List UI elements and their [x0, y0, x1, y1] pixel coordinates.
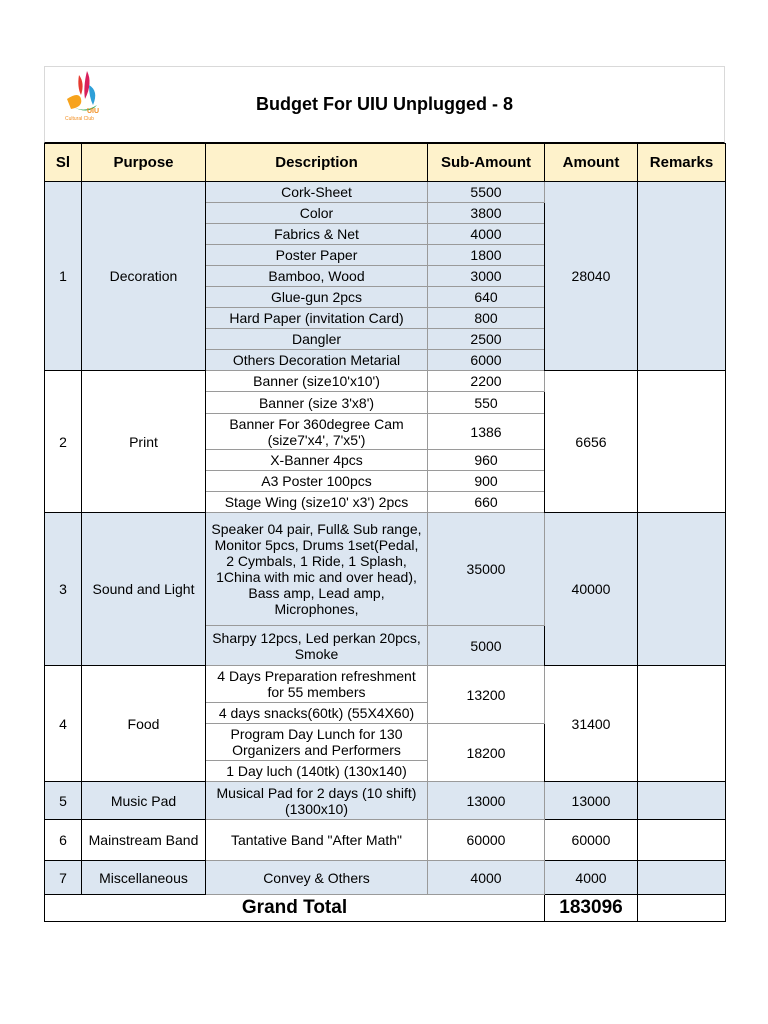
table-row [45, 861, 726, 895]
amount-cell: 60000 [545, 820, 638, 861]
table-row [45, 371, 726, 392]
header-sl: Sl [45, 144, 82, 182]
remarks-cell [638, 820, 726, 861]
amount-cell: 13000 [545, 782, 638, 820]
description-cell: A3 Poster 100pcs [206, 471, 428, 492]
header-purpose: Purpose [82, 144, 206, 182]
purpose-cell: Miscellaneous [82, 861, 206, 895]
remarks-cell [638, 371, 726, 513]
table-row [45, 666, 726, 703]
description-cell: 4 days snacks(60tk) (55X4X60) [206, 703, 428, 724]
amount-cell: 31400 [545, 666, 638, 782]
description-cell: Sharpy 12pcs, Led perkan 20pcs, Smoke [206, 626, 428, 666]
description-cell: Stage Wing (size10' x3') 2pcs [206, 492, 428, 513]
sl-cell: 7 [45, 861, 82, 895]
sl-cell: 3 [45, 513, 82, 666]
sub-amount-cell: 2500 [428, 329, 545, 350]
sub-amount-cell: 3800 [428, 203, 545, 224]
sub-amount-cell: 640 [428, 287, 545, 308]
description-cell: X-Banner 4pcs [206, 450, 428, 471]
description-cell: Program Day Lunch for 130 Organizers and Performers [206, 724, 428, 761]
remarks-cell [638, 666, 726, 782]
header-amount: Amount [545, 144, 638, 182]
amount-cell: 40000 [545, 513, 638, 666]
sub-amount-cell: 1800 [428, 245, 545, 266]
sub-amount-cell: 4000 [428, 224, 545, 245]
sub-amount-cell: 800 [428, 308, 545, 329]
grand-total-value: 183096 [545, 895, 638, 922]
description-cell: Hard Paper (invitation Card) [206, 308, 428, 329]
sub-amount-cell: 35000 [428, 513, 545, 626]
remarks-cell [638, 782, 726, 820]
logo-name: UIU [87, 108, 100, 115]
sub-amount-cell: 13000 [428, 782, 545, 820]
grand-total-remarks [638, 895, 726, 922]
purpose-cell: Print [82, 371, 206, 513]
description-cell: Poster Paper [206, 245, 428, 266]
description-cell: Others Decoration Metarial [206, 350, 428, 371]
description-cell: Color [206, 203, 428, 224]
amount-cell: 28040 [545, 182, 638, 371]
sub-amount-cell: 60000 [428, 820, 545, 861]
sub-amount-cell: 900 [428, 471, 545, 492]
table-row [45, 820, 726, 861]
header-description: Description [206, 144, 428, 182]
description-cell: Convey & Others [206, 861, 428, 895]
budget-table [44, 143, 726, 922]
purpose-cell: Sound and Light [82, 513, 206, 666]
amount-cell: 4000 [545, 861, 638, 895]
description-cell: Banner For 360degree Cam (size7'x4', 7'x5') [206, 414, 428, 450]
purpose-cell: Music Pad [82, 782, 206, 820]
sl-cell: 1 [45, 182, 82, 371]
description-cell: Banner (size 3'x8') [206, 392, 428, 414]
sub-amount-cell: 3000 [428, 266, 545, 287]
table-row [45, 513, 726, 626]
grand-total-label: Grand Total [45, 895, 545, 922]
sub-amount-cell: 4000 [428, 861, 545, 895]
sub-amount-cell: 13200 [428, 666, 545, 724]
logo-subtitle: Cultural Club [65, 116, 94, 121]
page-title: Budget For UIU Unplugged - 8 [256, 94, 513, 114]
sub-amount-cell: 550 [428, 392, 545, 414]
description-cell: Cork-Sheet [206, 182, 428, 203]
sub-amount-cell: 6000 [428, 350, 545, 371]
sl-cell: 4 [45, 666, 82, 782]
remarks-cell [638, 513, 726, 666]
sub-amount-cell: 2200 [428, 371, 545, 392]
sub-amount-cell: 5000 [428, 626, 545, 666]
sl-cell: 6 [45, 820, 82, 861]
sub-amount-cell: 1386 [428, 414, 545, 450]
amount-cell: 6656 [545, 371, 638, 513]
purpose-cell: Mainstream Band [82, 820, 206, 861]
budget-sheet [44, 66, 725, 922]
purpose-cell: Food [82, 666, 206, 782]
sl-cell: 5 [45, 782, 82, 820]
description-cell: Banner (size10'x10') [206, 371, 428, 392]
sub-amount-cell: 960 [428, 450, 545, 471]
description-cell: Dangler [206, 329, 428, 350]
table-row [45, 182, 726, 203]
description-cell: Tantative Band "After Math" [206, 820, 428, 861]
description-cell: Fabrics & Net [206, 224, 428, 245]
sub-amount-cell: 5500 [428, 182, 545, 203]
header-row [45, 144, 726, 182]
remarks-cell [638, 861, 726, 895]
sl-cell: 2 [45, 371, 82, 513]
description-cell: 1 Day luch (140tk) (130x140) [206, 761, 428, 782]
description-cell: 4 Days Preparation refreshment for 55 members [206, 666, 428, 703]
table-row [45, 782, 726, 820]
description-cell: Musical Pad for 2 days (10 shift) (1300x10) [206, 782, 428, 820]
remarks-cell [638, 182, 726, 371]
purpose-cell: Decoration [82, 182, 206, 371]
description-cell: Speaker 04 pair, Full& Sub range, Monitor 5pcs, Drums 1set(Pedal, 2 Cymbals, 1 Ride, 1 Splash, 1China with mic and over head), Bass amp, Lead amp, Microphones, [206, 513, 428, 626]
header-sub-amount: Sub-Amount [428, 144, 545, 182]
sub-amount-cell: 660 [428, 492, 545, 513]
grand-total-row [45, 895, 726, 922]
description-cell: Bamboo, Wood [206, 266, 428, 287]
header-remarks: Remarks [638, 144, 726, 182]
sub-amount-cell: 18200 [428, 724, 545, 782]
description-cell: Glue-gun 2pcs [206, 287, 428, 308]
title-block [44, 66, 725, 143]
